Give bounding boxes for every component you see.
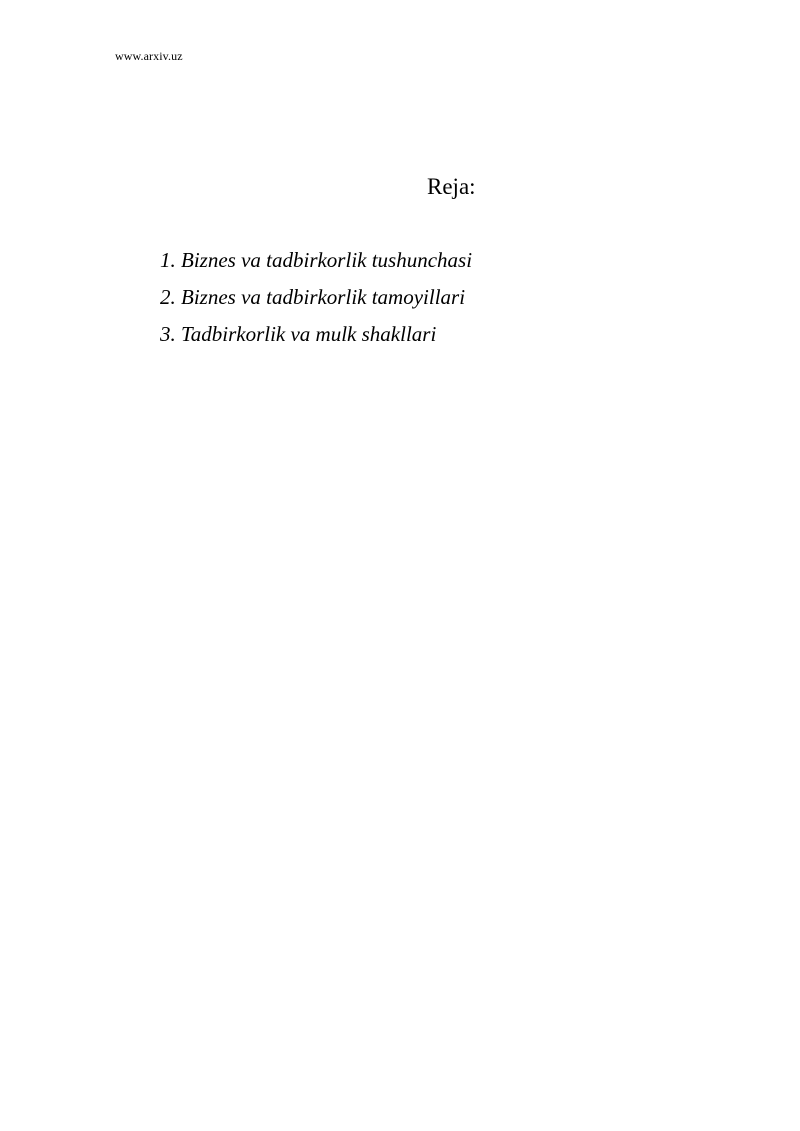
plan-list [160, 246, 472, 357]
plan-item-1: 1. Biznes va tadbirkorlik tushunchasi [160, 248, 473, 272]
header-url: www.arxiv.uz [115, 49, 183, 63]
plan-item-3: 3. Tadbirkorlik va mulk shakllari [160, 322, 437, 346]
plan-item-2: 2. Biznes va tadbirkorlik tamoyillari [160, 285, 466, 309]
page-title: Reja: [427, 174, 476, 199]
